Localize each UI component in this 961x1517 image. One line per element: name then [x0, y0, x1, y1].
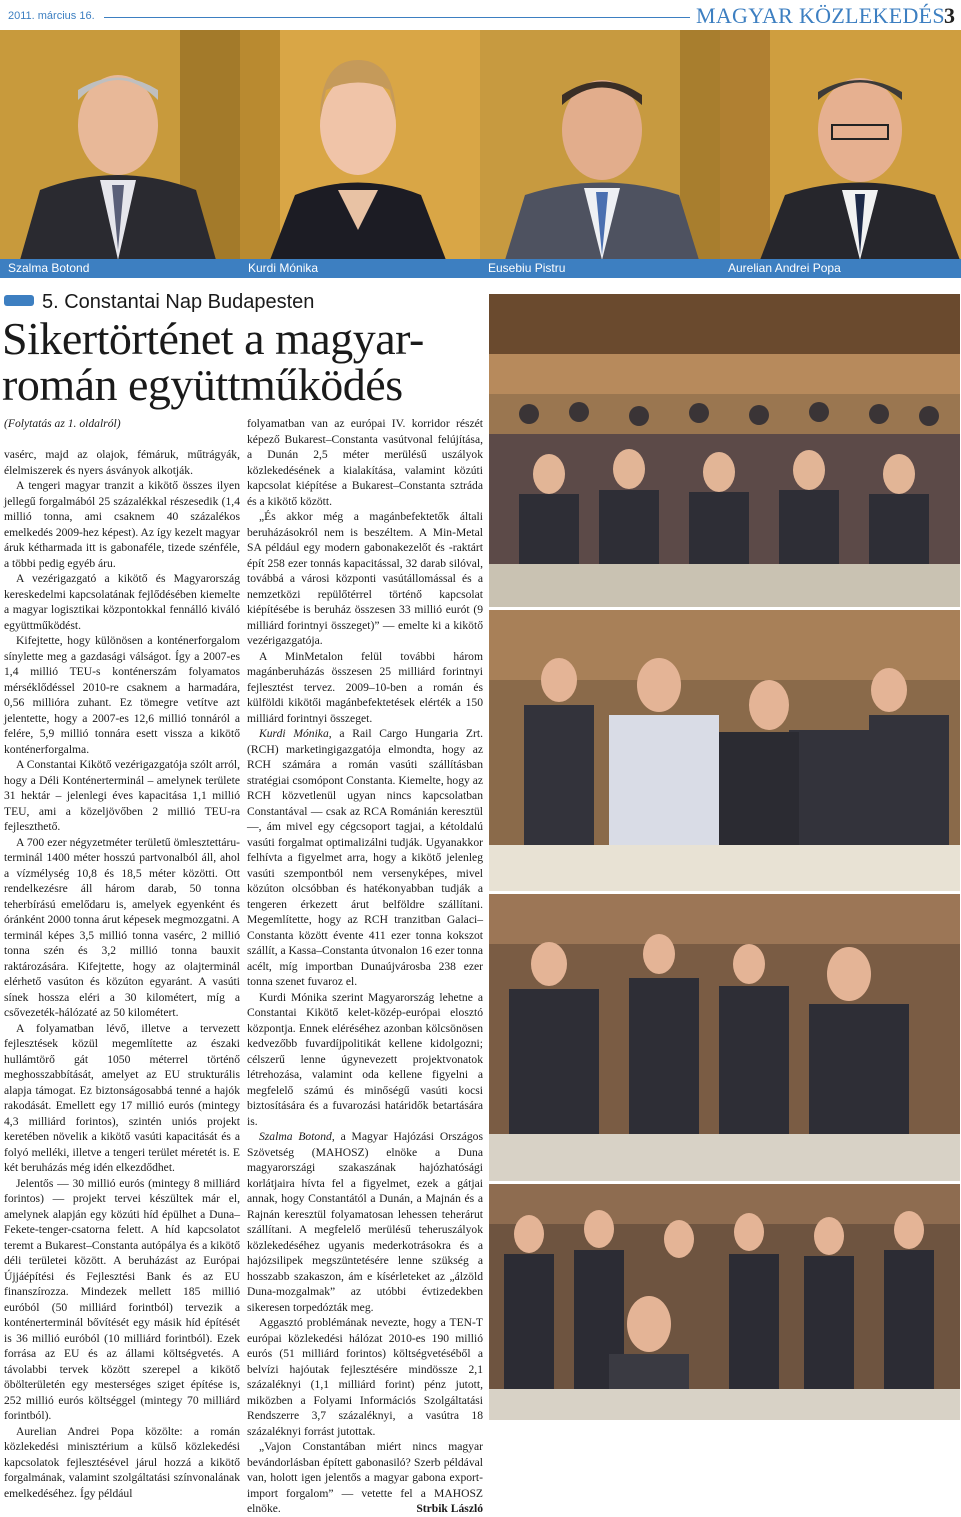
paragraph: Kifejtette, hogy különösen a konténerforgalom sínylette meg a gazdasági válságot. Így a 2007-es 1,4 millió TEU-s konténerszám folyamatos mérséklődéssel 2010-re csaknem a harmadára, 0,56 millióra zuhant. Ez tömegre vetítve azt jelentette, hogy a 2007-es 12,6 millió tonnáról a felére, 5,9 millió tonnára esett vissza a kikötő konténerforgalma.: [4, 634, 240, 756]
paragraph: Kurdi Mónika, a Rail Cargo Hungaria Zrt. (RCH) marketingigazgatója elmondta, hogy az RCH számára a román vasúti szállításban stratégiai csomópont Constanta. Kiemelte, hogy az RCH közvetlenül ugyan nincs kapcsolatban Constantával — csak az RCA Románián keresztül —, ám mivel egy cégcsoport tagjai, a kétoldalú vasúti forgalmat optimalizálni tudják. Ugyanakkor felhívta a figyelmet arra, hogy a kikötő jelenleg vasúti szempontból nem versenyképes, mivel közúton olcsóbban és hatékonyabban tudják a tengeren érkezett árut belföldre szállítani. Megemlítette, hogy az RCH tranzitban Galaci–Constanta között évente 411 ezer tonna kokszot szállít, a Kassa–Constanta útvonalon 16 ezer tonna acélt, míg importban Dunaújvárosba 238 ezer tonna szenet fuvaroz el.: [247, 727, 484, 988]
issue-date: 2011. március 16.: [8, 10, 95, 22]
paragraph: A Constantai Kikötő vezérigazgatója szólt arról, hogy a Déli Konténerterminál – amelynek területe 31 hektár – jelenlegi éves kapacitása 1,1 millió TEU, ami a közeljövőben 2 millió TEU-ra fejleszthető.: [4, 758, 240, 833]
paragraph: A vezérigazgató a kikötő és Magyarország kereskedelmi kapcsolatának fejlődésében kiemelte a magyar logisztikai központokkal fennálló kiváló együttműködést.: [4, 572, 240, 632]
article-headline: Sikertörténet a magyar-román együttműködés: [2, 313, 424, 410]
paragraph: „És akkor még a magánbefektetők általi beruházásokról nem is beszéltem. A Min-Metal SA például egy modern gabonakezelőt és -raktárt épít 258 ezer tonnás kapacitással, 32 darab silóval, továbbá a városi központi vasútállomással és a nemzetközi repülőtérrel történő kapcsolat kiépítésébe is beruház összesen 33 millió eurót (9 milliárd forintnyi összeget)” — emelte ki a kikötő vezérigazgatója.: [247, 510, 483, 647]
article-column-2: [247, 416, 483, 1517]
conference-audience-photo-4: [489, 1184, 960, 1420]
portrait-photo-pistru: [480, 30, 721, 260]
conference-audience-photo-1: [489, 294, 960, 607]
conference-audience-photo-2: [489, 610, 960, 891]
conference-audience-photo-3: [489, 894, 960, 1181]
paragraph: Aurelian Andrei Popa közölte: a román közlekedési minisztérium a külső közlekedési kapcsolatok fejlesztésével járul hozzá a kikötő forgalmának, valamint szolgáltatási színvonalának emelkedéséhez. Így például: [4, 1424, 240, 1500]
portrait-caption: Eusebiu Pistru: [480, 259, 721, 278]
header-rule: [104, 17, 690, 18]
portrait-photo-popa: [720, 30, 961, 260]
portrait-photo-szalma: [0, 30, 241, 260]
portrait-caption: Aurelian Andrei Popa: [720, 259, 961, 278]
speaker-name: Szalma Botond: [259, 1130, 332, 1143]
portrait-caption: Szalma Botond: [0, 259, 241, 278]
paragraph: A folyamatban lévő, illetve a tervezett fejlesztések közül megemlítette az északi hullámtörő gát 1050 méterrel történő meghosszabbítását, amelyet az EU strukturális alapja támogat. Ez biztonságosabbá tenné a hajók rakodását. Emellett egy 17 millió eurós (mintegy 4,3 milliárd forintos), szintén uniós projekt keretében növelik a kikötő vasúti kapacitását és a folyó melléki, illetve a tengeri terület méretét is. E két beruházás még idén elkezdődhet.: [4, 1021, 240, 1174]
portrait-caption: Kurdi Mónika: [240, 259, 481, 278]
portrait-photo-kurdi: [240, 30, 481, 260]
paragraph: folyamatban van az európai IV. korridor részét képező Bukarest–Constanta vasútvonal felújítása, a Dunán 2,5 méter merülésű uszályok közlekedésének a kialakítása, valamint közúti kapcsolat kiépítése a Bukarest–Constanta sztráda és a kikötő között.: [247, 417, 483, 508]
paragraph: A 700 ezer négyzetméter területű ömlesztettáru-terminál 1400 méter hosszú partvonalból áll, ahol a vízmélység 10,8 és 18,5 méter közötti. Ott rendelkezésre áll három darab, 50 tonna teherbírású emelődaru is, amelyek egyenként és óránként 2000 tonna árut képesek megmozgatni. A terminál képes 3,5 millió tonna vasérc, 2 millió tonna szén és 3,2 millió tonna bauxit raktározására. Kifejtette, hogy az olajterminál elérhető vasúton és közúton egyaránt. A vasúti sínek hossza eléri a 30 kilométert, míg a csővezeték-hálózaté az 50 kilométert.: [4, 835, 240, 1019]
article-kicker: 5. Constantai Nap Budapesten: [42, 291, 315, 313]
article-column-1: [4, 416, 240, 1501]
paragraph: A MinMetalon felül további három magánberuházás összesen 25 milliárd forintnyi fejlesztést tervez. 2009–10-ben a román és külföldi kikötői magánbefektetések elérték a 150 milliárd forintnyi összeget.: [247, 649, 483, 725]
page-number: 3: [944, 3, 955, 28]
paragraph: „Vajon Constantában miért nincs magyar bevándorlásban épített gabonasiló? Szerb példával van, holott igen jelentős a magyar gabona export-import forgalom” — vetette fel a MAHOSZ elnöke. Strbik László: [247, 1440, 483, 1515]
paragraph: Jelentős — 30 millió eurós (mintegy 8 milliárd forintos) — projekt tervei készültek már el, amelynek alapján egy közúti híd épülhet a Duna–Fekete-tenger-csatorna felett. A híd kapcsolatot teremt a Bukarest–Constanta autópálya és a kikötő déli területei között. A beruházást az Európai Újjáépítési és Fejlesztési Bank és az EU finanszírozza. Mindezek mellett 185 millió euróból (50 milliárd forintból) tervezik a konténerterminál bővítését egy másik híd építését is 36 millió euróból (10 milliárd forintból). Ezek forrása az EU és az állami költségvetés. A távolabbi tervek között szerepel a kikötő öbölterületén egy mesterséges sziget építése is, 252 millió eurós költséggel (mintegy 70 milliárd forintból).: [4, 1176, 240, 1422]
article-author: Strbik László: [416, 1502, 483, 1515]
paragraph: Kurdi Mónika szerint Magyarország lehetne a Constantai Kikötő kelet-közép-európai elosztó központja. Ennek eléréséhez azonban kölcsönösen kedvezőbb fuvardíjpolitikát kellene kidolgozni; célszerű lenne úgynevezett projektvonatok létrehozása, valamint oda kellene figyelni a megfelelő számú és minőségű vasúti kocsi biztosítására és a fuvarozási határidők betartására is.: [247, 990, 483, 1128]
paragraph: vasérc, majd az olajok, fémáruk, műtrágyák, élelmiszerek és nyers ásványok alkotják.: [4, 448, 240, 477]
kicker-badge: [4, 295, 34, 306]
speaker-name: Kurdi Mónika: [259, 727, 329, 740]
paragraph: A tengeri magyar tranzit a kikötő összes ilyen jellegű forgalmából 25 százalékkal részesedik (1,4 millió tonna, ami csaknem 40 százalékos emelkedés 2009-hez képest). Az így kezelt magyar áruk kétharmada itt is gabonaféle, tizede szénféle, a többi pedig egyéb áru.: [4, 479, 240, 570]
continuation-note: (Folytatás az 1. oldalról): [4, 417, 121, 430]
paragraph: Szalma Botond, a Magyar Hajózási Országos Szövetség (MAHOSZ) elnöke a Duna magyarországi szakaszának hajózhatósági korlátjaira hívta fel a figyelmet, ezek a gátjai annak, hogy Constantától a Dunán, a Majnán és a Rajnán keresztül folyamatosan lehessen teherárut szállítani. A megfelelő merülésű teheruszályok közlekedéséhez ugyanis mederkotrásokra és a hajózsilipek megszüntetésére lenne szükség a hosszabb szakaszon, ám e kísérleteket az „álzöld Duna-mozgalmak” az utóbbi évtizedekben sikeresen torpedózták meg.: [247, 1130, 483, 1314]
paragraph: Aggasztó problémának nevezte, hogy a TEN-T európai közlekedési hálózat 2010-es 190 millió eurós (51 milliárd forintos) költségvetéséből a belvízi hajóutak fejlesztésére mindössze 2,1 százaléknyi (1,1 milliárd forint) pénz jutott, miközben a Folyami Információs Szolgáltatási Rendszerre 3,7 százaléknyi, a vasútra 18 százaléknyi forrást jutottak.: [247, 1316, 483, 1438]
publication-title: MAGYAR KÖZLEKEDÉS: [696, 3, 945, 28]
